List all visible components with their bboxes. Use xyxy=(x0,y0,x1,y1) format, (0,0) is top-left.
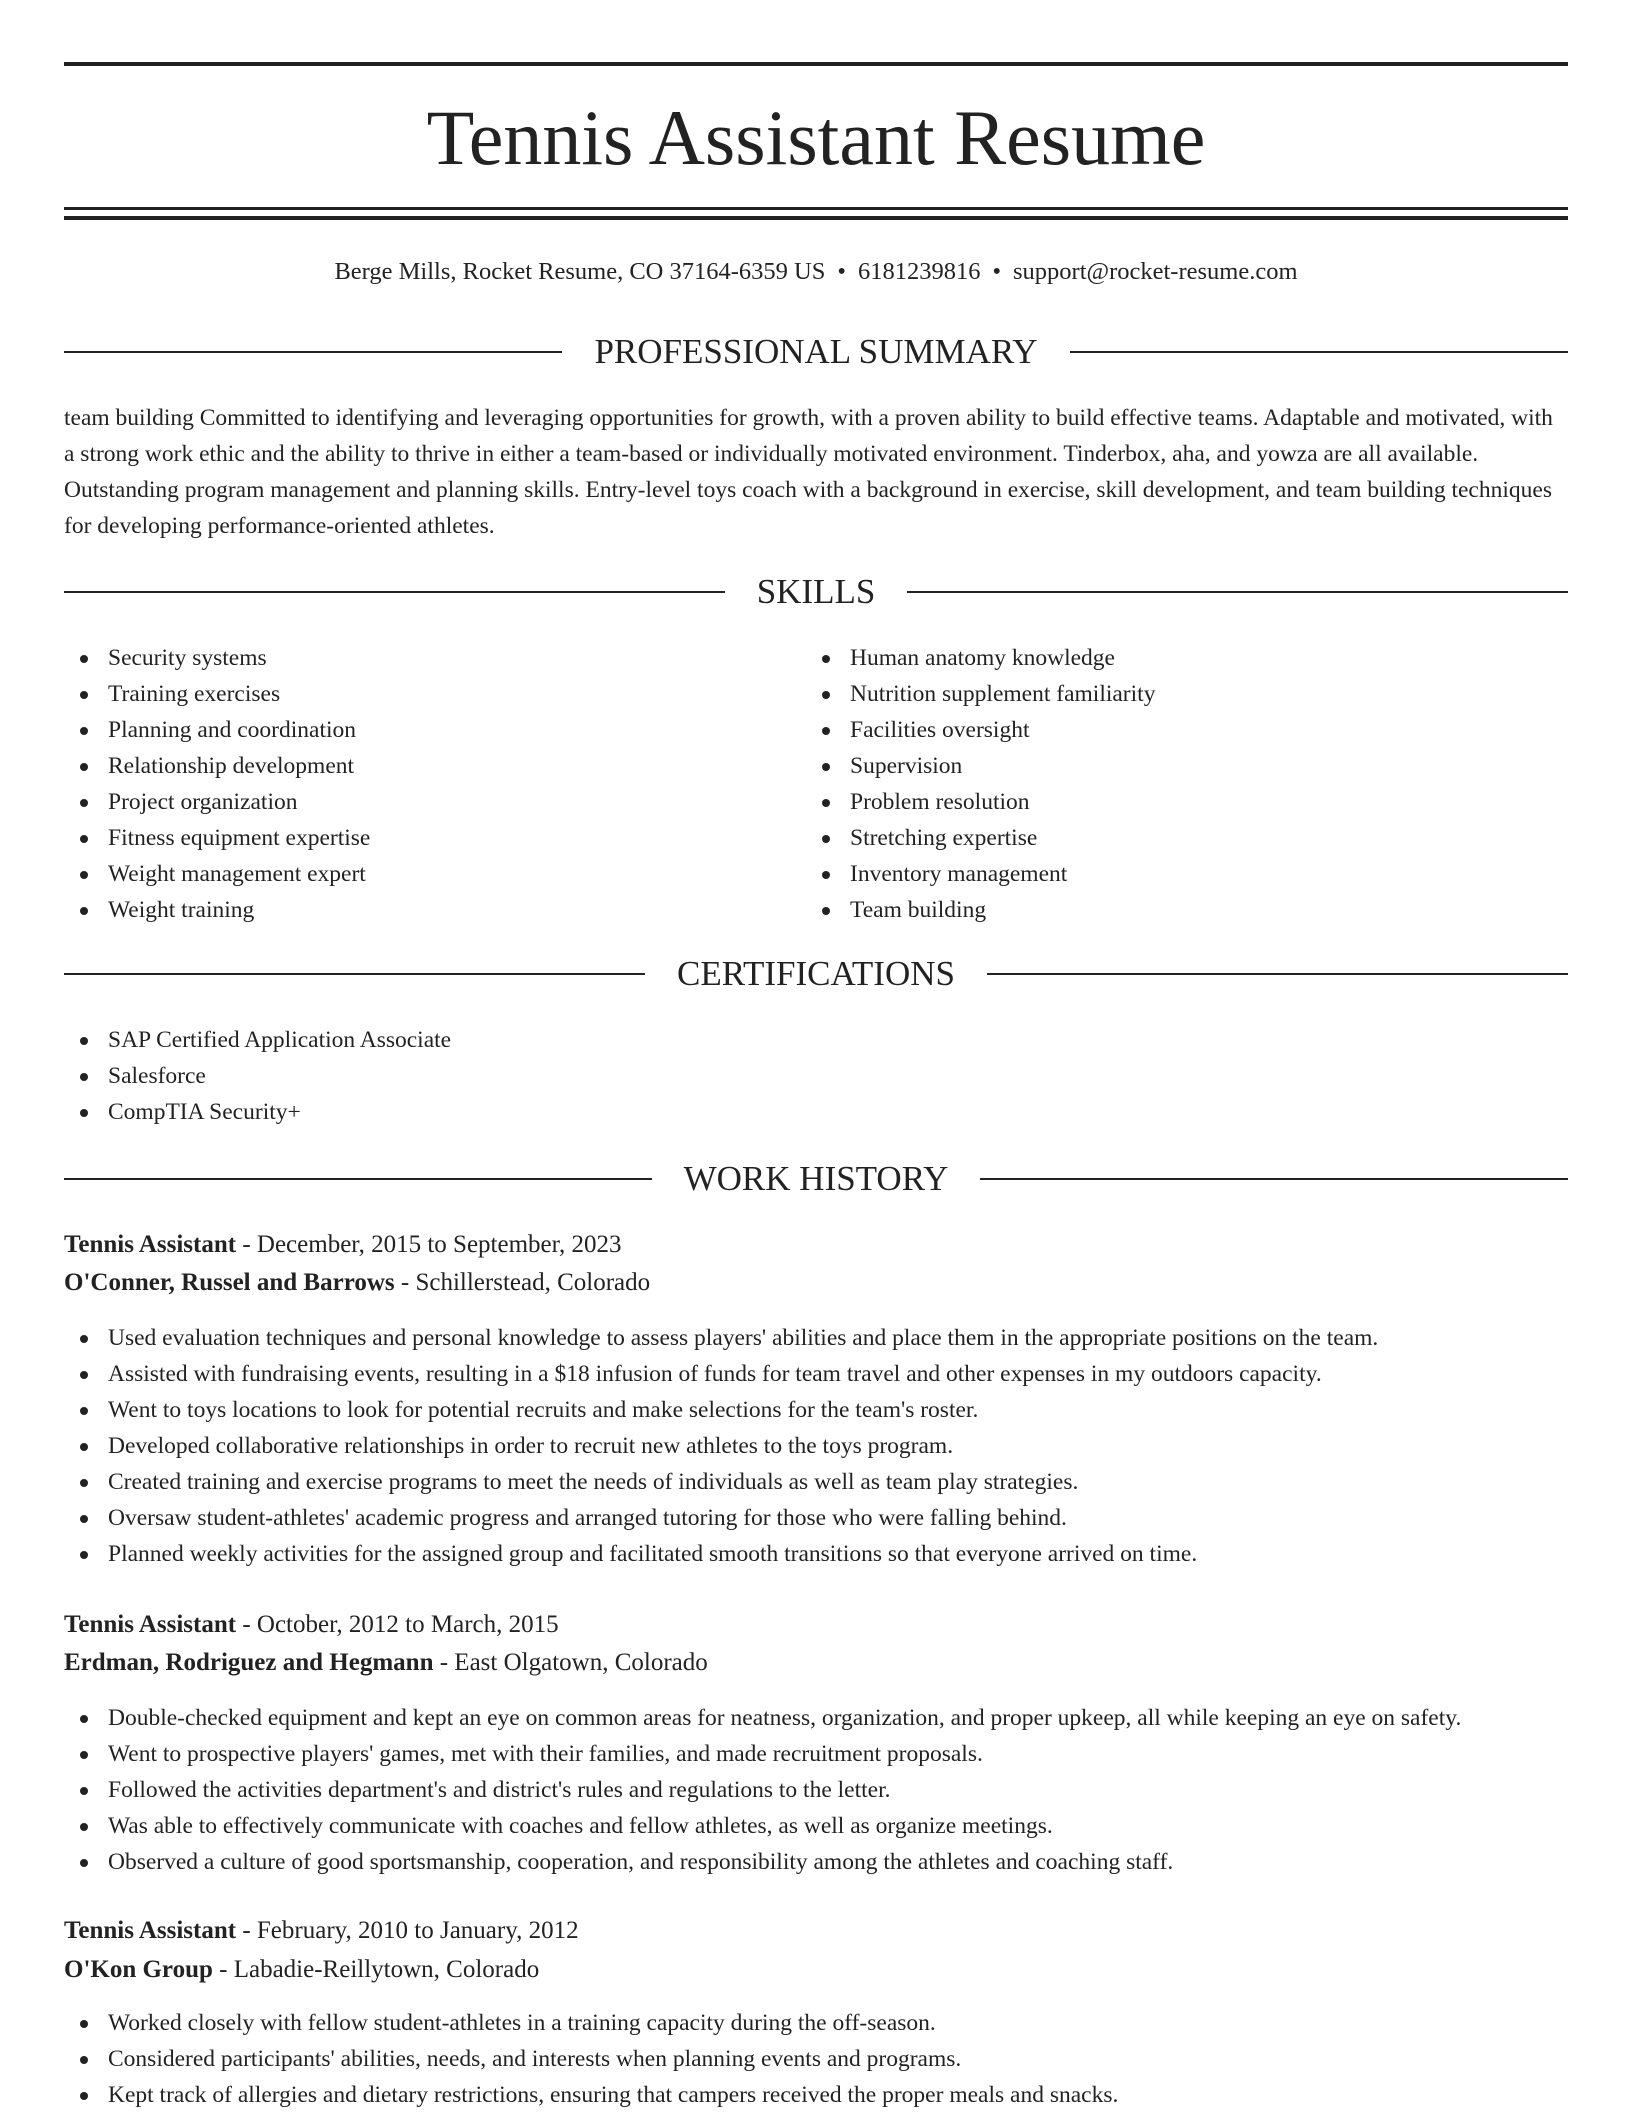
certifications-section-header xyxy=(64,952,1568,996)
job-title-line xyxy=(64,1912,1568,1950)
job-bullets xyxy=(64,2005,1568,2112)
job-bullet: Double-checked equipment and kept an eye on common areas for neatness, organization, and proper upkeep, all while keeping an eye on safety. xyxy=(64,1700,1568,1736)
section-rule xyxy=(64,351,562,353)
section-rule xyxy=(64,591,725,593)
job-bullet: Was able to effectively communicate with coaches and fellow athletes, as well as organize meetings. xyxy=(64,1808,1568,1844)
certification-item: Salesforce xyxy=(64,1058,964,1094)
job-company-line xyxy=(64,1644,1568,1682)
job-title-line xyxy=(64,1606,1568,1644)
job-location: - East Olgatown, Colorado xyxy=(433,1649,708,1676)
section-rule xyxy=(980,1178,1568,1180)
skills-heading: SKILLS xyxy=(756,572,876,611)
job-bullet: Assisted with fundraising events, resulting in a $18 infusion of funds for team travel and other expenses in my outdoors capacity. xyxy=(64,1356,1568,1392)
skills-section-header xyxy=(64,570,1568,614)
contact-phone: 6181239816 xyxy=(857,258,981,285)
job-bullet: Went to prospective players' games, met with their families, and made recruitment proposals. xyxy=(64,1736,1568,1772)
job-bullet: Created training and exercise programs to meet the needs of individuals as well as team play strategies. xyxy=(64,1464,1568,1500)
contact-email: support@rocket-resume.com xyxy=(1013,258,1298,285)
job-company-line xyxy=(64,1264,1568,1302)
job-company: Erdman, Rodriguez and Hegmann xyxy=(64,1649,434,1676)
title-double-rule xyxy=(64,207,1568,220)
skill-item: Facilities oversight xyxy=(806,712,1506,748)
contact-address: Berge Mills, Rocket Resume, CO 37164-6359 US xyxy=(334,258,826,285)
resume-title: Tennis Assistant Resume xyxy=(426,94,1206,181)
skill-item: Supervision xyxy=(806,748,1506,784)
top-rule xyxy=(64,62,1568,66)
skill-item: Nutrition supplement familiarity xyxy=(806,676,1506,712)
skill-item: Human anatomy knowledge xyxy=(806,640,1506,676)
job-company: O'Conner, Russel and Barrows xyxy=(64,1269,395,1296)
summary-heading: PROFESSIONAL SUMMARY xyxy=(594,332,1038,371)
job-bullets xyxy=(64,1700,1568,1880)
job-bullet: Went to toys locations to look for potential recruits and make selections for the team's roster. xyxy=(64,1392,1568,1428)
section-rule xyxy=(907,591,1568,593)
certifications-heading: CERTIFICATIONS xyxy=(677,954,955,993)
job-bullet: Planned weekly activities for the assigned group and facilitated smooth transitions so that everyone arrived on time. xyxy=(64,1536,1568,1572)
job-bullet: Observed a culture of good sportsmanship, cooperation, and responsibility among the athletes and coaching staff. xyxy=(64,1844,1568,1880)
job-bullet: Worked closely with fellow student-athletes in a training capacity during the off-season. xyxy=(64,2005,1568,2041)
work-history-heading: WORK HISTORY xyxy=(683,1159,949,1198)
job-title: Tennis Assistant xyxy=(64,1611,237,1638)
job-dates: - October, 2012 to March, 2015 xyxy=(236,1611,559,1638)
contact-separator: • xyxy=(837,258,846,285)
skill-item: Problem resolution xyxy=(806,784,1506,820)
skill-item: Security systems xyxy=(64,640,764,676)
skill-item: Training exercises xyxy=(64,676,764,712)
skill-item: Stretching expertise xyxy=(806,820,1506,856)
job-title-line xyxy=(64,1226,1568,1264)
skill-item: Weight training xyxy=(64,892,764,928)
job-title: Tennis Assistant xyxy=(64,1231,237,1258)
job-bullets xyxy=(64,1320,1568,1572)
skill-item: Team building xyxy=(806,892,1506,928)
job-bullet: Used evaluation techniques and personal knowledge to assess players' abilities and place them in the appropriate positions on the team. xyxy=(64,1320,1568,1356)
job-dates: - December, 2015 to September, 2023 xyxy=(236,1231,622,1258)
job-company-line xyxy=(64,1951,1568,1989)
section-rule xyxy=(987,973,1568,975)
summary-text: team building Committed to identifying and leveraging opportunities for growth, with a proven ability to build effective teams. Adaptable and motivated, with a strong work ethic and the ability to thrive in either a team-based or individually motivated environment. Tinderbox, aha, and yowza are all available. Outstanding program management and planning skills. Entry-level toys coach with a background in exercise, skill development, and team building techniques for developing performance-oriented athletes. xyxy=(64,405,1553,539)
job-company: O'Kon Group xyxy=(64,1956,213,1983)
certifications-list xyxy=(64,1022,964,1130)
skill-item: Fitness equipment expertise xyxy=(64,820,764,856)
section-rule xyxy=(64,973,645,975)
skill-item: Planning and coordination xyxy=(64,712,764,748)
certification-item: SAP Certified Application Associate xyxy=(64,1022,964,1058)
skill-item: Relationship development xyxy=(64,748,764,784)
contact-separator: • xyxy=(992,258,1002,285)
skill-item: Inventory management xyxy=(806,856,1506,892)
job-location: - Labadie-Reillytown, Colorado xyxy=(212,1956,540,1983)
certification-item: CompTIA Security+ xyxy=(64,1094,964,1130)
job-bullet: Considered participants' abilities, needs, and interests when planning events and programs. xyxy=(64,2041,1568,2077)
job-dates: - February, 2010 to January, 2012 xyxy=(236,1917,579,1944)
section-rule xyxy=(64,1178,652,1180)
job-bullet: Oversaw student-athletes' academic progress and arranged tutoring for those who were falling behind. xyxy=(64,1500,1568,1536)
skill-item: Weight management expert xyxy=(64,856,764,892)
section-rule xyxy=(1070,351,1568,353)
skills-list-right xyxy=(806,640,1506,928)
job-bullet: Followed the activities department's and district's rules and regulations to the letter. xyxy=(64,1772,1568,1808)
contact-line xyxy=(64,254,1568,290)
work-history-section-header xyxy=(64,1157,1568,1201)
job-bullet: Kept track of allergies and dietary restrictions, ensuring that campers received the proper meals and snacks. xyxy=(64,2077,1568,2112)
summary-section-header xyxy=(64,330,1568,374)
skill-item: Project organization xyxy=(64,784,764,820)
job-title: Tennis Assistant xyxy=(64,1917,237,1944)
job-location: - Schillerstead, Colorado xyxy=(394,1269,651,1296)
skills-list-left xyxy=(64,640,764,928)
job-bullet: Developed collaborative relationships in order to recruit new athletes to the toys program. xyxy=(64,1428,1568,1464)
